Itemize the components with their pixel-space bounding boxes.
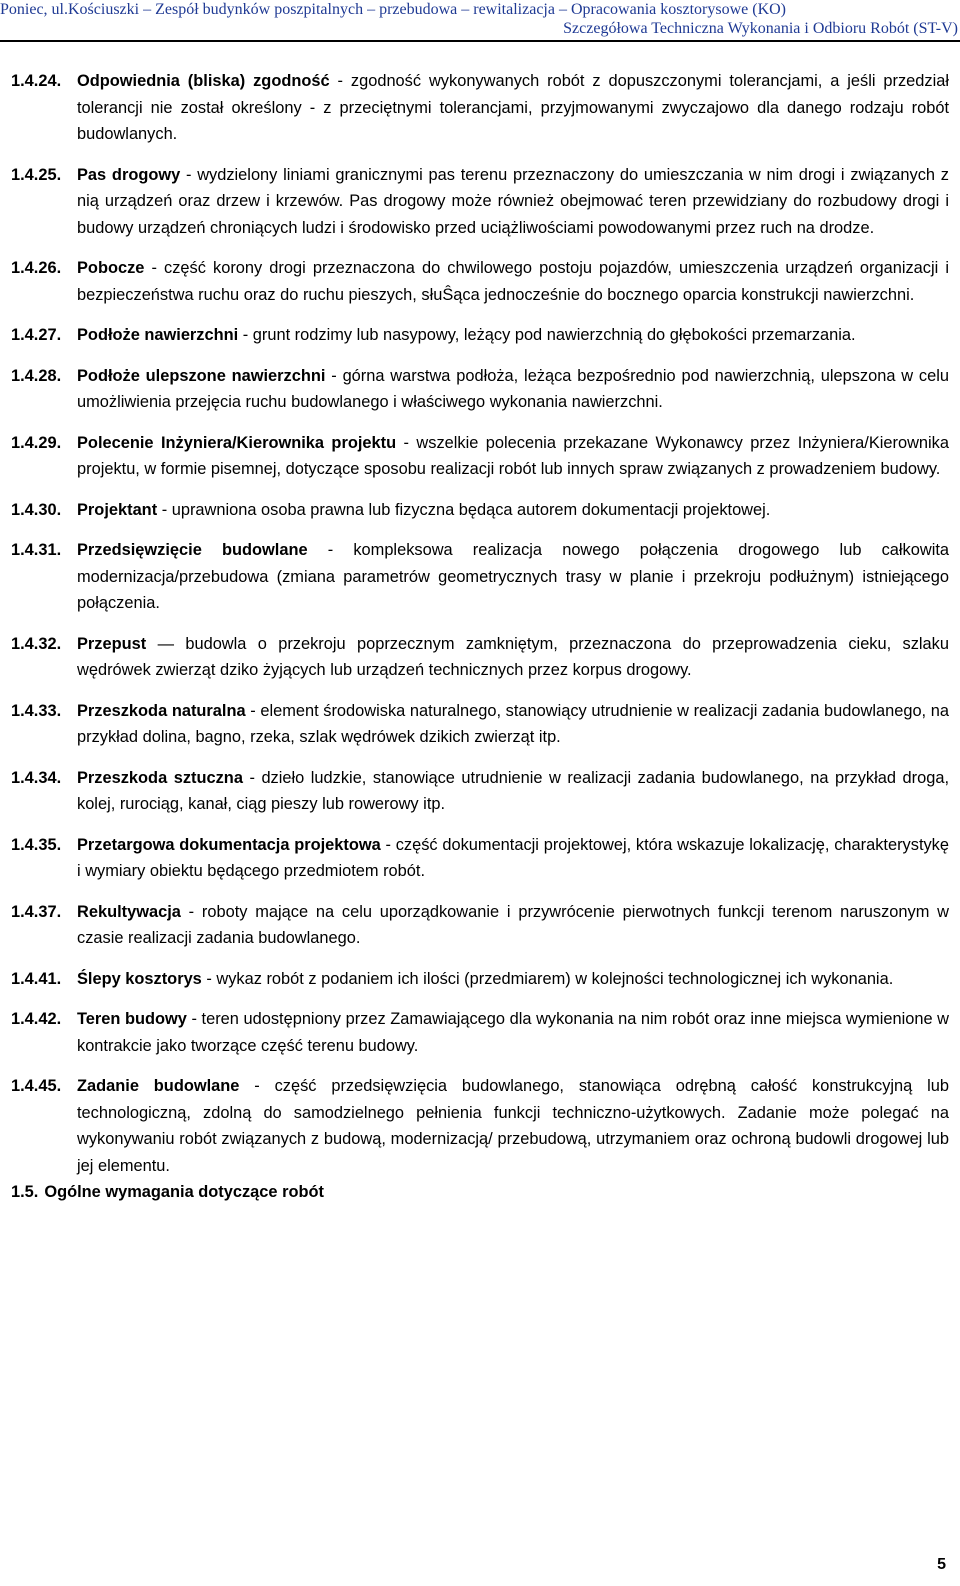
item-text: - górna warstwa podłoża, leżąca bezpośrednio pod nawierzchnią, ulepszona w celu umożliwienia przejęcia ruchu budowlanego i właściwego wykonania nawierzchni. — [77, 366, 949, 411]
item-term: Zadanie budowlane — [77, 1077, 240, 1095]
item-number: 1.4.37. — [11, 902, 62, 921]
item-number: 1.4.33. — [11, 701, 62, 720]
section-heading — [11, 1179, 949, 1206]
item-term: Polecenie Inżyniera/Kierownika projektu — [77, 433, 397, 452]
item-text: - uprawniona osoba prawna lub fizyczna będąca autorem dokumentacji projektowej. — [157, 500, 771, 519]
definition-item — [11, 966, 949, 993]
item-number: 1.4.35. — [11, 835, 62, 854]
item-term: Pas drogowy — [77, 165, 181, 184]
item-term: Przeszkoda sztuczna — [77, 768, 243, 787]
definition-item — [11, 162, 949, 242]
item-term: Teren budowy — [77, 1010, 187, 1028]
item-term: Rekultywacja — [77, 902, 181, 921]
definition-item — [11, 1073, 949, 1179]
document-body — [11, 68, 949, 1206]
section-title: Ogólne wymagania dotyczące robót — [44, 1183, 324, 1201]
item-text: - roboty mające na celu uporządkowanie i przywrócenie pierwotnych funkcji terenom naruszonym w czasie realizacji zadania budowlanego. — [77, 902, 949, 947]
item-term: Podłoże nawierzchni — [77, 326, 239, 344]
definition-item — [11, 430, 949, 483]
item-term: Przedsięwzięcie budowlane — [77, 541, 308, 559]
item-text: - zgodność wykonywanych robót z dopuszczonymi tolerancjami, a jeśli przedział tolerancji nie został określony - z przeciętnymi tolerancjami, przyjmowanymi zwyczajowo dla danego rodzaju robót budowlanych. — [77, 72, 949, 143]
item-term: Przetargowa dokumentacja projektowa — [77, 835, 381, 854]
item-term: Przepust — [77, 634, 147, 653]
item-text: - część przedsięwzięcia budowlanego, stanowiąca odrębną całość konstrukcyjną lub technologiczną, zdolną do samodzielnego pełnienia funkcji techniczno-użytkowych. Zadanie może polegać na wykonywaniu robót związanych z budową, modernizacją/ przebudową, utrzymaniem oraz ochroną budowli drogowej lub jej elementu. — [77, 1077, 949, 1175]
item-number: 1.4.41. — [11, 969, 62, 988]
item-number: 1.4.24. — [11, 72, 62, 90]
definition-item — [11, 537, 949, 617]
item-number: 1.4.27. — [11, 326, 62, 344]
definition-item — [11, 765, 949, 818]
item-term: Projektant — [77, 500, 158, 519]
definition-item — [11, 255, 949, 308]
header-title: Poniec, ul.Kościuszki – Zespół budynków poszpitalnych – przebudowa – rewitalizacja – Opracowania kosztorysowe (KO) — [0, 1, 787, 18]
item-text: - część dokumentacji projektowej, która wskazuje lokalizację, charakterystykę i wymiary obiektu będącego przedmiotem robót. — [77, 835, 949, 880]
item-text: - kompleksowa realizacja nowego połączenia drogowego lub całkowita modernizacja/przebudowa (zmiana parametrów geometrycznych trasy w planie i przekroju podłużnym) istniejącego połączenia. — [77, 541, 950, 612]
definition-item — [11, 899, 949, 952]
definition-item — [11, 832, 949, 885]
item-number: 1.4.29. — [11, 433, 62, 452]
item-number: 1.4.45. — [11, 1077, 62, 1095]
definition-item — [11, 1006, 949, 1059]
definition-item — [11, 698, 949, 751]
item-text: - wykaz robót z podaniem ich ilości (przedmiarem) w kolejności technologicznej ich wykonania. — [201, 969, 894, 988]
definition-item — [11, 68, 949, 148]
item-number: 1.4.42. — [11, 1010, 62, 1028]
item-text: - część korony drogi przeznaczona do chwilowego postoju pojazdów, umieszczenia urządzeń organizacji i bezpieczeństwa ruchu oraz do ruchu pieszych, słuŜąca jednocześnie do bocznego oparcia konstrukcji nawierzchni. — [77, 259, 949, 304]
item-number: 1.4.34. — [11, 768, 62, 787]
item-number: 1.4.28. — [11, 366, 62, 385]
item-text: - dzieło ludzkie, stanowiące utrudnienie w realizacji zadania budowlanego, na przykład droga, kolej, rurociąg, kanał, ciąg pieszy lub rowerowy itp. — [77, 768, 949, 813]
definition-item — [11, 631, 949, 684]
definition-item — [11, 322, 949, 349]
item-number: 1.4.31. — [11, 541, 62, 559]
item-term: Przeszkoda naturalna — [77, 701, 246, 720]
item-term: Pobocze — [77, 259, 145, 277]
item-number: 1.4.26. — [11, 259, 62, 277]
item-text: - wszelkie polecenia przekazane Wykonawcy przez Inżyniera/Kierownika projektu, w formie pisemnej, dotyczące sposobu realizacji robót lub innych spraw związanych z prowadzeniem budowy. — [77, 433, 949, 478]
item-text: - grunt rodzimy lub nasypowy, leżący pod nawierzchnią do głębokości przemarzania. — [238, 326, 856, 344]
item-text: - element środowiska naturalnego, stanowiący utrudnienie w realizacji zadania budowlanego, na przykład dolina, bagno, rzeka, szlak wędrówek dzikich zwierząt itp. — [77, 701, 949, 746]
header-subtitle: Szczegółowa Techniczna Wykonania i Odbioru Robót (ST-V) — [563, 20, 958, 37]
item-term: Podłoże ulepszone nawierzchni — [77, 366, 326, 385]
item-text: — budowla o przekroju poprzecznym zamkniętym, przeznaczona do przeprowadzenia cieku, szlaku wędrówek zwierząt dziko żyjących lub urządzeń technicznych przez korpus drogowy. — [77, 634, 949, 679]
item-number: 1.4.32. — [11, 634, 62, 653]
item-text: - wydzielony liniami granicznymi pas terenu przeznaczony do umieszczania w nim drogi i związanych z nią urządzeń oraz drzew i krzewów. Pas drogowy może również obejmować teren przewidziany do rozbudowy drogi i budowy urządzeń chroniących ludzi i środowisko przed uciążliwościami powodowanymi przez ruch na drodze. — [77, 165, 949, 237]
item-number: 1.4.30. — [11, 500, 62, 519]
definition-item — [11, 497, 949, 524]
section-number: 1.5. — [11, 1183, 39, 1201]
definition-item — [11, 363, 949, 416]
item-text: - teren udostępniony przez Zamawiającego dla wykonania na nim robót oraz inne miejsca wymienione w kontrakcie jako tworzące część terenu budowy. — [77, 1010, 949, 1055]
item-term: Ślepy kosztorys — [77, 969, 202, 988]
item-term: Odpowiednia (bliska) zgodność — [77, 72, 330, 90]
page-number: 5 — [937, 1556, 946, 1573]
page-header — [0, 0, 960, 42]
item-number: 1.4.25. — [11, 165, 62, 184]
